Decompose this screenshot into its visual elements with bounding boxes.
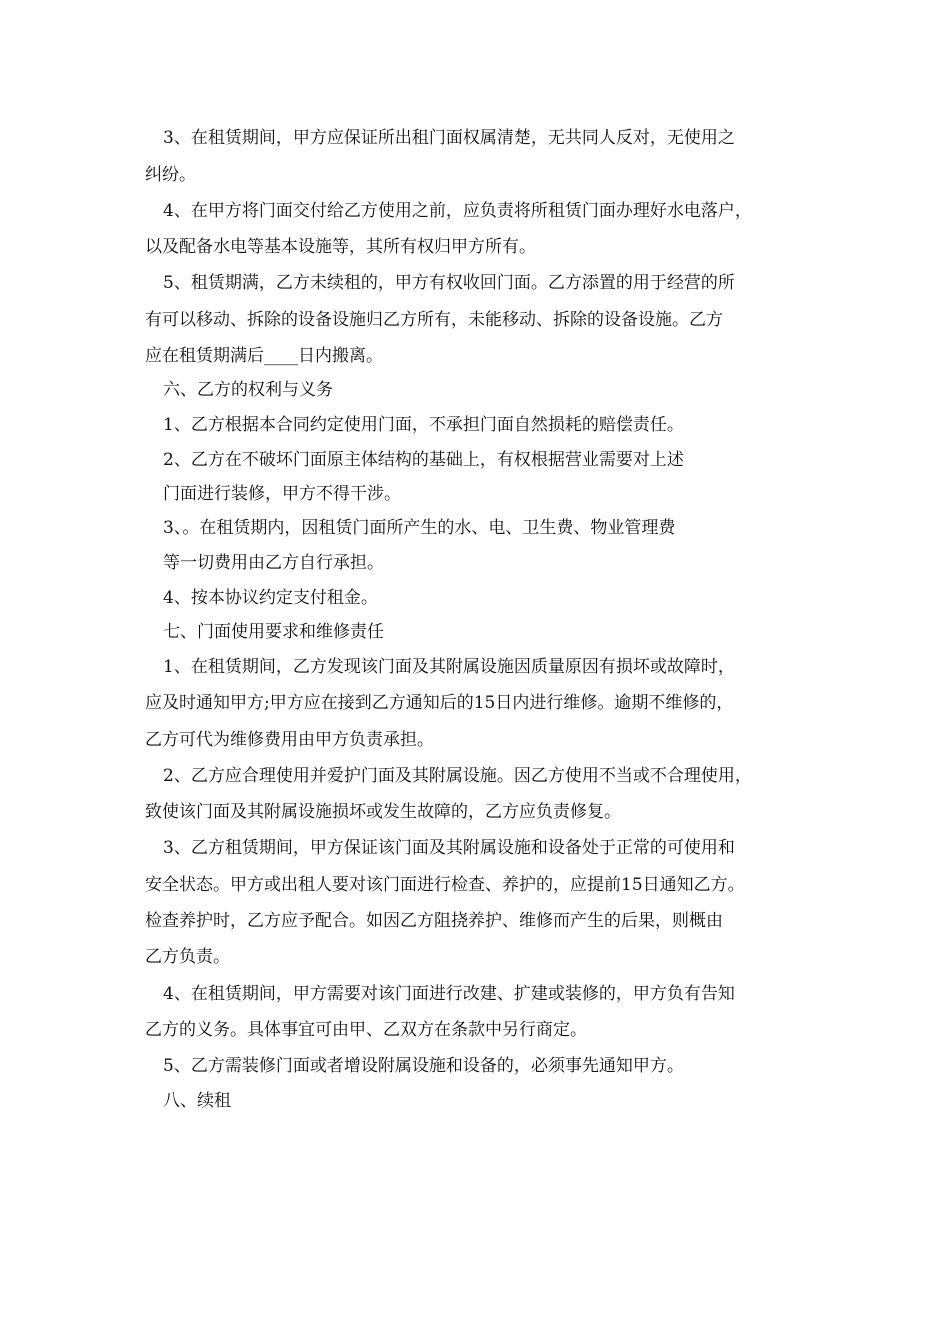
text-line: 3、乙方租赁期间，甲方保证该门面及其附属设施和设备处于正常的可使用和 [163,838,735,858]
text-line: 1、在租赁期间，乙方发现该门面及其附属设施因质量原因有损坏或故障时， [163,657,735,677]
text-line: 安全状态。甲方或出租人要对该门面进行检查、养护的，应提前15日通知乙方。 [145,875,745,895]
text-line: 3、在租赁期间，甲方应保证所出租门面权属清楚，无共同人反对，无使用之 [163,128,735,148]
text-line: 门面进行装修，甲方不得干涉。 [163,484,401,504]
text-line: 有可以移动、拆除的设备设施归乙方所有，未能移动、拆除的设备设施。乙方 [145,310,723,330]
section-heading: 六、乙方的权利与义务 [163,380,333,400]
text-line: 4、在租赁期间，甲方需要对该门面进行改建、扩建或装修的，甲方负有告知 [163,984,735,1004]
text-line: 5、租赁期满，乙方未续租的，甲方有权收回门面。乙方添置的用于经营的所 [163,273,735,293]
section-heading: 八、续租 [163,1091,231,1111]
text-line: 3、。在租赁期内，因租赁门面所产生的水、电、卫生费、物业管理费 [163,518,676,538]
text-line: 以及配备水电等基本设施等，其所有权归甲方所有。 [145,237,536,257]
text-line: 乙方负责。 [145,947,230,967]
text-line: 4、按本协议约定支付租金。 [163,588,378,608]
text-line: 检查养护时，乙方应予配合。如因乙方阻挠养护、维修而产生的后果，则概由 [145,911,723,931]
text-line: 5、乙方需装修门面或者增设附属设施和设备的，必须事先通知甲方。 [163,1056,684,1076]
text-line: 1、乙方根据本合同约定使用门面，不承担门面自然损耗的赔偿责任。 [163,415,684,435]
text-line: 应及时通知甲方;甲方应在接到乙方通知后的15日内进行维修。逾期不维修的， [145,693,734,713]
text-line: 乙方的义务。具体事宜可由甲、乙双方在条款中另行商定。 [145,1020,587,1040]
text-line: 纠纷。 [145,165,196,185]
section-heading: 七、门面使用要求和维修责任 [163,622,384,642]
text-line: 2、乙方在不破坏门面原主体结构的基础上，有权根据营业需要对上述 [163,450,684,470]
text-line: 等一切费用由乙方自行承担。 [163,553,384,573]
text-line: 致使该门面及其附属设施损坏或发生故障的，乙方应负责修复。 [145,802,621,822]
text-line: 乙方可代为维修费用由甲方负责承担。 [145,730,434,750]
text-line: 应在租赁期满后____日内搬离。 [145,346,383,366]
text-line: 4、在甲方将门面交付给乙方使用之前，应负责将所租赁门面办理好水电落户， [163,201,752,221]
text-line: 2、乙方应合理使用并爱护门面及其附属设施。因乙方使用不当或不合理使用， [163,766,752,786]
